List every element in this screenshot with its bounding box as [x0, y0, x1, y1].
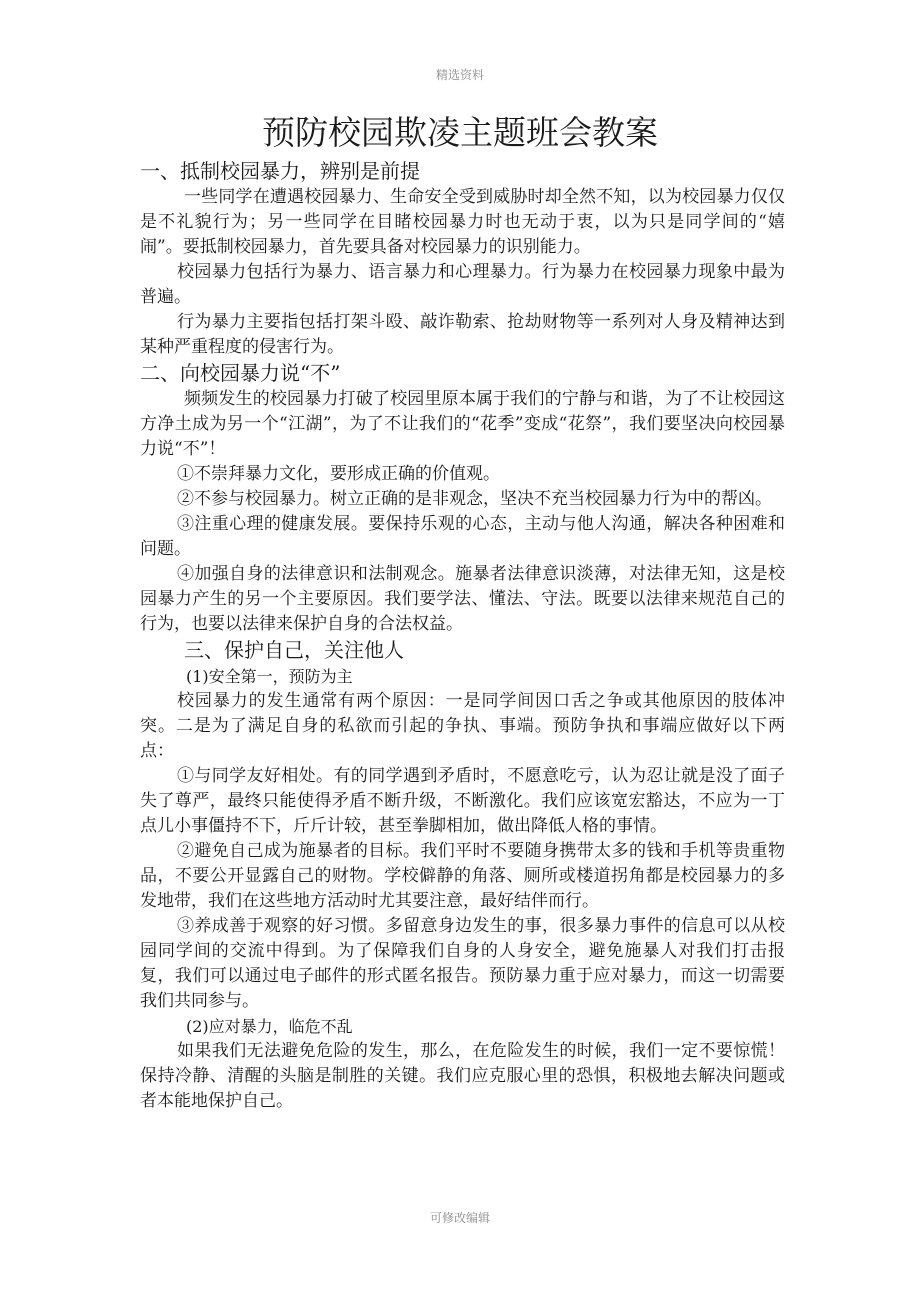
list-item: ①不崇拜暴力文化，要形成正确的价值观。	[177, 464, 500, 484]
page-header: 精选资料	[435, 68, 484, 82]
list-item: ①与同学友好相处。有的同学遇到矛盾时，不愿意吃亏，认为忍让就是没了面子失了尊严，最终只能使得矛盾不断升级，不断激化。我们应该宽宏豁达，不应为一丁点儿小事僵持不下，斤斤计较，甚至拳脚相加，做出降低人格的事情。	[140, 766, 785, 836]
document-body	[140, 158, 785, 1114]
subheading: (1)安全第一，预防为主	[186, 667, 353, 686]
list-item: ②避免自己成为施暴者的目标。我们平时不要随身携带太多的钱和手机等贵重物品，不要公开显露自己的财物。学校僻静的角落、厕所或楼道拐角都是校园暴力的多发地带，我们在这些地方活动时尤其要注意，最好结伴而行。	[140, 841, 785, 911]
paragraph: 校园暴力的发生通常有两个原因：一是同学间因口舌之争或其他原因的肢体冲突。二是为了满足自身的私欲而引起的争执、事端。预防争执和事端应做好以下两点：	[140, 691, 785, 761]
list-item: ②不参与校园暴力。树立正确的是非观念，坚决不充当校园暴力行为中的帮凶。	[177, 489, 772, 509]
section-heading-3: 三、保护自己，关注他人	[184, 638, 404, 662]
list-item: ③养成善于观察的好习惯。多留意身边发生的事，很多暴力事件的信息可以从校园同学间的交流中得到。为了保障我们自身的人身安全，避免施暴人对我们打击报复，我们可以通过电子邮件的形式匿名报告。预防暴力重于应对暴力，而这一切需要我们共同参与。	[140, 916, 785, 1011]
paragraph: 频频发生的校园暴力打破了校园里原本属于我们的宁静与和谐，为了不让校园这方净土成为另一个“江湖”，为了不让我们的“花季”变成“花祭”，我们要坚决向校园暴力说“不”！	[140, 389, 785, 459]
list-item: ③注重心理的健康发展。要保持乐观的心态，主动与他人沟通，解决各种困难和问题。	[140, 514, 785, 559]
subheading: (2)应对暴力，临危不乱	[186, 1017, 353, 1036]
document-title: 预防校园欺凌主题班会教案	[262, 113, 658, 152]
section-heading-1: 一、抵制校园暴力，辨别是前提	[140, 159, 420, 183]
paragraph: 行为暴力主要指包括打架斗殴、敲诈勒索、抢劫财物等一系列对人身及精神达到某种严重程度的侵害行为。	[140, 312, 785, 357]
paragraph: 校园暴力包括行为暴力、语言暴力和心理暴力。行为暴力在校园暴力现象中最为普遍。	[140, 262, 785, 307]
paragraph: 如果我们无法避免危险的发生，那么，在危险发生的时候，我们一定不要惊慌！保持冷静、清醒的头脑是制胜的关键。我们应克服心里的恐惧，积极地去解决问题或者本能地保护自己。	[140, 1041, 785, 1111]
paragraph: 一些同学在遭遇校园暴力、生命安全受到威胁时却全然不知，以为校园暴力仅仅是不礼貌行为；另一些同学在目睹校园暴力时也无动于衷，以为只是同学间的“嬉闹”。要抵制校园暴力，首先要具备对校园暴力的识别能力。	[140, 187, 785, 257]
section-heading-2: 二、向校园暴力说“不”	[140, 361, 341, 385]
list-item: ④加强自身的法律意识和法制观念。施暴者法律意识淡薄，对法律无知，这是校园暴力产生的另一个主要原因。我们要学法、懂法、守法。既要以法律来规范自己的行为，也要以法律来保护自身的合法权益。	[140, 564, 785, 634]
page-footer: 可修改编辑	[429, 1211, 490, 1225]
